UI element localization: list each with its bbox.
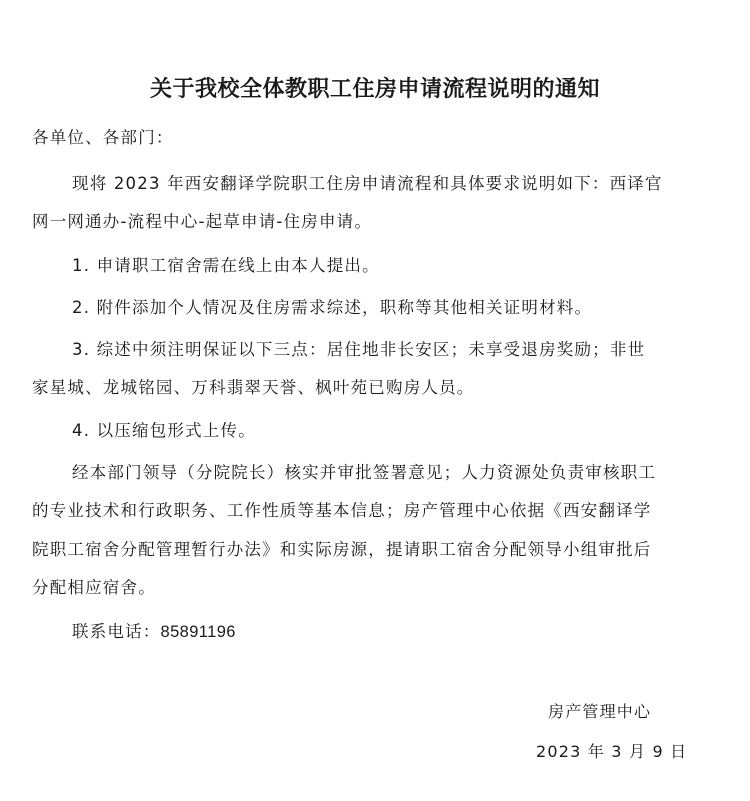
intro-line-1: 现将 2023 年西安翻译学院职工住房申请流程和具体要求说明如下：西译官	[72, 174, 663, 193]
requirement-item-2: 2. 附件添加个人情况及住房需求综述，职称等其他相关证明材料。	[72, 298, 593, 317]
contact-label: 联系电话：	[72, 622, 161, 641]
approval-paragraph-line-4: 分配相应宿舍。	[32, 578, 156, 597]
requirement-item-4: 4. 以压缩包形式上传。	[72, 421, 256, 440]
requirement-item-3-line-1: 3. 综述中须注明保证以下三点：居住地非长安区；未享受退房奖励；非世	[72, 340, 646, 359]
approval-paragraph-line-2: 的专业技术和行政职务、工作性质等基本信息；房产管理中心依据《西安翻译学	[32, 501, 652, 520]
signature-organization: 房产管理中心	[548, 702, 652, 721]
contact-phone: 85891196	[160, 623, 236, 641]
notice-title: 关于我校全体教职工住房申请流程说明的通知	[149, 76, 600, 102]
requirement-item-3-line-2: 家星城、龙城铭园、万科翡翠天誉、枫叶苑已购房人员。	[32, 378, 475, 397]
approval-paragraph-line-1: 经本部门领导（分院院长）核实并审批签署意见；人力资源处负责审核职工	[72, 463, 657, 482]
intro-line-2: 网一网通办-流程中心-起草申请-住房申请。	[32, 212, 373, 231]
approval-paragraph-line-3: 院职工宿舍分配管理暂行办法》和实际房源，提请职工宿舍分配领导小组审批后	[32, 540, 652, 559]
contact-line	[72, 620, 236, 644]
signature-date: 2023 年 3 月 9 日	[536, 742, 688, 761]
requirement-item-1: 1. 申请职工宿舍需在线上由本人提出。	[72, 256, 380, 275]
greeting: 各单位、各部门：	[32, 128, 174, 147]
